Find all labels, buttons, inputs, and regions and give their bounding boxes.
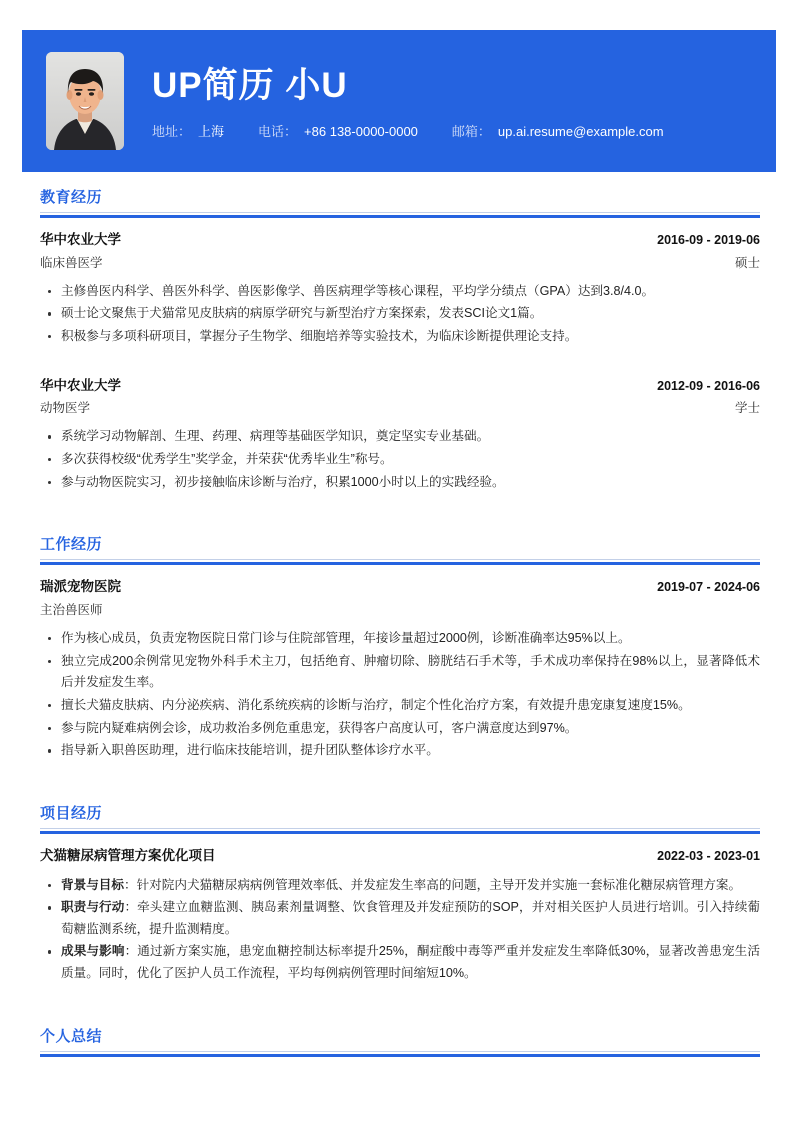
contact-email <box>452 124 664 140</box>
entry-subheader <box>40 601 760 619</box>
section-divider <box>40 828 760 833</box>
entry-date: 2016-09 - 2019-06 <box>657 233 760 247</box>
contact-phone <box>258 124 418 140</box>
spacer <box>40 499 760 533</box>
list-item: 多次获得校级“优秀学生”奖学金，并荣获“优秀毕业生”称号。 <box>40 449 760 471</box>
list-item: 擅长犬猫皮肤病、内分泌疾病、消化系统疾病的诊断与治疗，制定个性化治疗方案，有效提升患宠康复速度15%。 <box>40 695 760 717</box>
project-entries <box>40 833 760 985</box>
education-entries <box>40 217 760 493</box>
entry-date: 2019-07 - 2024-06 <box>657 580 760 595</box>
section-education <box>40 186 760 493</box>
entry-organization: 华中农业大学 <box>40 232 121 247</box>
entry-degree: 学士 <box>734 401 760 416</box>
entry-header <box>40 376 760 396</box>
project-entry <box>40 846 760 985</box>
education-entry <box>40 376 760 494</box>
contact-email-value[interactable]: up.ai.resume@example.com <box>497 124 664 140</box>
section-divider <box>40 1051 760 1056</box>
entry-bullet-list <box>40 628 760 762</box>
entry-degree: 硕士 <box>734 255 760 270</box>
entry-organization: 瑞派宠物医院 <box>40 579 121 595</box>
section-title-projects: 项目经历 <box>40 804 103 822</box>
list-item: 参与院内疑难病例会诊，成功救治多例危重患宠，获得客户高度认可，客户满意度达到97%。 <box>40 718 760 740</box>
list-item: 积极参与多项科研项目，掌握分子生物学、细胞培养等实验技术，为临床诊断提供理论支持。 <box>40 326 760 348</box>
entry-major: 临床兽医学 <box>40 255 103 270</box>
section-title-education: 教育经历 <box>40 189 103 206</box>
list-item: 职责与行动：牵头建立血糖监测、胰岛素剂量调整、饮食管理及并发症预防的SOP，并对相关医护人员进行培训。引入持续葡萄糖监测系统，提升监测精度。 <box>40 897 760 940</box>
contact-address-label: 地址： <box>152 124 192 140</box>
entry-subheader <box>40 399 760 417</box>
entry-date: 2022-03 - 2023-01 <box>657 848 760 863</box>
spacer <box>40 768 760 802</box>
entry-major: 动物医学 <box>40 401 91 416</box>
page-title: UP简历 小U <box>152 66 348 106</box>
education-entry <box>40 230 760 348</box>
section-divider <box>40 559 760 564</box>
list-item: 系统学习动物解剖、生理、药理、病理等基础医学知识，奠定坚实专业基础。 <box>40 426 760 448</box>
list-item: 背景与目标：针对院内犬猫糖尿病病例管理效率低、并发症发生率高的问题，主导开发并实施一套标准化糖尿病管理方案。 <box>40 875 760 897</box>
entry-project-name: 犬猫糖尿病管理方案优化项目 <box>40 847 216 863</box>
entry-header <box>40 230 760 250</box>
contact-row <box>152 124 664 140</box>
list-item: 参与动物医院实习，初步接触临床诊断与治疗，积累1000小时以上的实践经验。 <box>40 472 760 494</box>
header-banner <box>22 30 776 172</box>
contact-phone-label: 电话： <box>258 124 298 140</box>
work-entries <box>40 564 760 762</box>
entry-date: 2012-09 - 2016-06 <box>657 378 760 393</box>
list-item: 指导新入职兽医助理，进行临床技能培训，提升团队整体诊疗水平。 <box>40 740 760 762</box>
contact-phone-value: +86 138-0000-0000 <box>304 124 418 140</box>
avatar <box>46 52 124 150</box>
entry-header <box>40 577 760 597</box>
entry-organization: 华中农业大学 <box>40 377 121 393</box>
list-item: 成果与影响：通过新方案实施，患宠血糖控制达标率提升25%，酮症酸中毒等严重并发症发生率降低30%，显著改善患宠生活质量。同时，优化了医护人员工作流程，平均每例病例管理时间缩短10%。 <box>40 941 760 984</box>
entry-header <box>40 846 760 866</box>
work-entry <box>40 577 760 762</box>
list-item: 硕士论文聚焦于犬猫常见皮肤病的病原学研究与新型治疗方案探索，发表SCI论文1篇。 <box>40 303 760 325</box>
resume-body <box>40 186 760 1062</box>
list-item: 主修兽医内科学、兽医外科学、兽医影像学、兽医病理学等核心课程，平均学分绩点（GPA）达到3.8/4.0。 <box>40 281 760 303</box>
entry-bullet-list <box>40 281 760 348</box>
list-item: 作为核心成员，负责宠物医院日常门诊与住院部管理，年接诊量超过2000例，诊断准确率达95%以上。 <box>40 628 760 650</box>
section-title-summary: 个人总结 <box>40 1027 103 1045</box>
entry-bullet-list <box>40 875 760 985</box>
spacer <box>40 991 760 1025</box>
entry-subheader <box>40 254 760 272</box>
list-item: 独立完成200余例常见宠物外科手术主刀，包括绝育、肿瘤切除、膀胱结石手术等，手术成功率保持在98%以上，显著降低术后并发症发生率。 <box>40 651 760 694</box>
contact-address <box>152 124 224 140</box>
header-text-block <box>148 62 664 140</box>
contact-address-value: 上海 <box>198 124 225 140</box>
section-work <box>40 533 760 762</box>
entry-bullet-list <box>40 426 760 493</box>
section-divider <box>40 212 760 217</box>
section-projects <box>40 802 760 985</box>
section-title-work: 工作经历 <box>40 536 103 554</box>
contact-email-label: 邮箱： <box>451 124 491 140</box>
section-summary <box>40 1025 760 1056</box>
entry-job-title: 主治兽医师 <box>40 602 103 617</box>
spacer <box>40 352 760 376</box>
